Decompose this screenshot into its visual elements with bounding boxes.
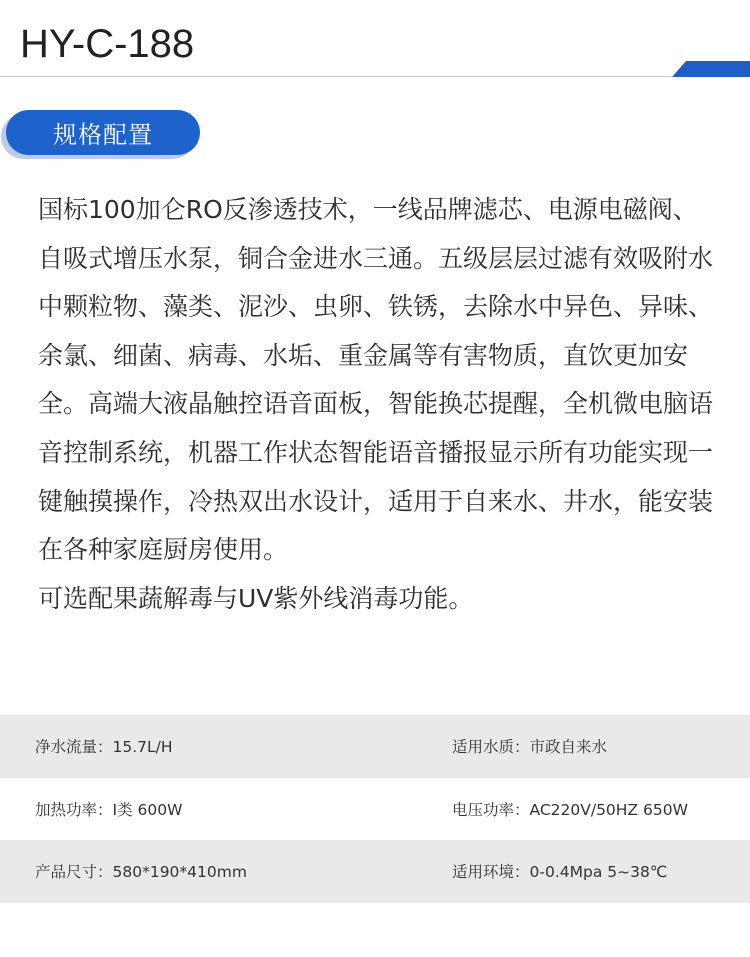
spec-row	[0, 715, 750, 778]
spec-flow-rate: 净水流量：15.7L/H	[35, 738, 173, 757]
spec-dimensions: 产品尺寸：580*190*410mm	[35, 863, 247, 882]
description-optional: 可选配果蔬解毒与UV紫外线消毒功能。	[38, 583, 474, 613]
spec-row	[0, 778, 750, 841]
spec-environment: 适用环境：0-0.4Mpa 5~38℃	[452, 863, 668, 882]
product-description	[38, 186, 716, 623]
spec-water-quality: 适用水质：市政自来水	[452, 738, 608, 757]
spec-voltage-power: 电压功率：AC220V/50HZ 650W	[452, 800, 688, 819]
spec-table	[0, 715, 750, 903]
product-title: HY-C-188	[20, 22, 195, 66]
section-badge	[6, 110, 200, 155]
spec-row	[0, 840, 750, 903]
section-label: 规格配置	[53, 121, 153, 149]
header-divider	[0, 76, 672, 77]
spec-heating-power: 加热功率：I类 600W	[35, 800, 183, 819]
description-paragraph: 国标100加仑RO反渗透技术，一线品牌滤芯、电源电磁阀、自吸式增压水泵，铜合金进水三通。五级层层过滤有效吸附水中颗粒物、藻类、泥沙、虫卵、铁锈，去除水中异色、异味、余氯、细菌、病毒、水垢、重金属等有害物质，直饮更加安全。高端大液晶触控语音面板，智能换芯提醒，全机微电脑语音控制系统，机器工作状态智能语音播报显示所有功能实现一键触摸操作，冷热双出水设计，适用于自来水、井水，能安装在各种家庭厨房使用。	[38, 195, 714, 565]
header-accent-bar	[672, 61, 750, 77]
